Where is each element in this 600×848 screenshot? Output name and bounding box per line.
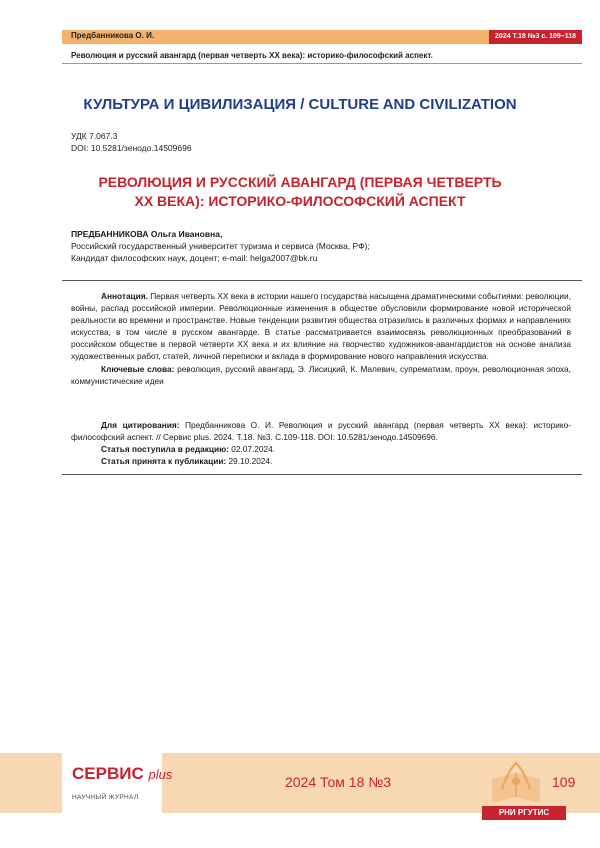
accepted-date: 29.10.2024. [228,456,273,467]
received-label: Статья поступила в редакцию: [101,444,229,455]
header-issue-badge: 2024 Т.18 №3 с. 109–118 [489,30,582,44]
abstract-paragraph [71,290,571,363]
received-date: 02.07.2024. [231,444,276,455]
abstract-top-rule [62,280,582,281]
udc: УДК 7.067.3 [71,131,118,141]
running-title: Революция и русский авангард (первая четверть XX века): историко-философский аспект. [71,51,433,60]
abstract-bottom-rule [62,474,582,475]
keywords-label: Ключевые слова: [101,363,175,374]
doi: DOI: 10.5281/зенодо.14509696 [71,143,192,153]
article-title-line-1: РЕВОЛЮЦИЯ И РУССКИЙ АВАНГАРД (ПЕРВАЯ ЧЕТВЕРТЬ [98,174,502,190]
journal-logo [72,764,172,784]
abstract-text: Первая четверть XX века в истории нашего государства насыщена драматическими событиями: революции, войны, распад российской империи. Революционные изменения в обществе обусловили формирование новой исторической реальности во времени и пространстве. Новые тенденции развития общества отразились в различных формах и направлениях искусства, в том числе в русском авангарде. В статье рассматривается взаимосвязь революционных преобразований в российском обществе в первой четверти XX века и их влияние на творчество художников-авангардистов на основе анализа художественных работ, статей, личной переписки и вклада в формирование нового направления искусства. [71,291,571,362]
page-number: 109 [552,774,576,790]
citation-text: Предбанникова О. И. Революция и русский авангард (первая четверть XX века): историко-философский аспект. // Сервис plus. 2024. Т.18. №3. С.109-118. DOI: 10.5281/зенодо.14509696. [71,420,571,443]
accepted-label: Статья принята к публикации: [101,456,227,467]
accepted-line [71,455,571,467]
citation-label: Для цитирования: [101,420,180,430]
keywords-text: революция, русский авангард, Э. Лисицкий, К. Малевич, супрематизм, проун, революционная эпоха, коммунистические идеи [71,363,571,386]
footer-organization: РНИ РГУТИС [482,806,566,820]
author-name: ПРЕДБАННИКОВА Ольга Ивановна, [71,229,223,239]
section-title: КУЛЬТУРА И ЦИВИЛИЗАЦИЯ / CULTURE AND CIVILIZATION [83,96,517,113]
article-title-line-2: XX ВЕКА): ИСТОРИКО-ФИЛОСОФСКИЙ АСПЕКТ [134,193,466,209]
header-divider [62,63,582,64]
header-author: Предбанникова О. И. [71,31,155,40]
university-emblem-icon [488,759,544,807]
citation-block [71,419,571,467]
footer-issue: 2024 Том 18 №3 [285,774,392,790]
abstract [71,290,571,387]
abstract-label: Аннотация. [101,291,148,301]
article-title [60,173,540,211]
logo-subtitle: НАУЧНЫЙ ЖУРНАЛ [72,794,139,801]
logo-main-text: СЕРВИС [72,764,144,783]
keywords-paragraph [71,363,571,387]
logo-plus-text: plus [148,767,173,782]
citation-paragraph [71,419,571,443]
author-affiliation: Российский государственный университет туризма и сервиса (Москва, РФ); [71,241,370,251]
author-position: Кандидат философских наук, доцент; e-mail: helga2007@bk.ru [71,253,318,263]
received-line [71,443,571,455]
